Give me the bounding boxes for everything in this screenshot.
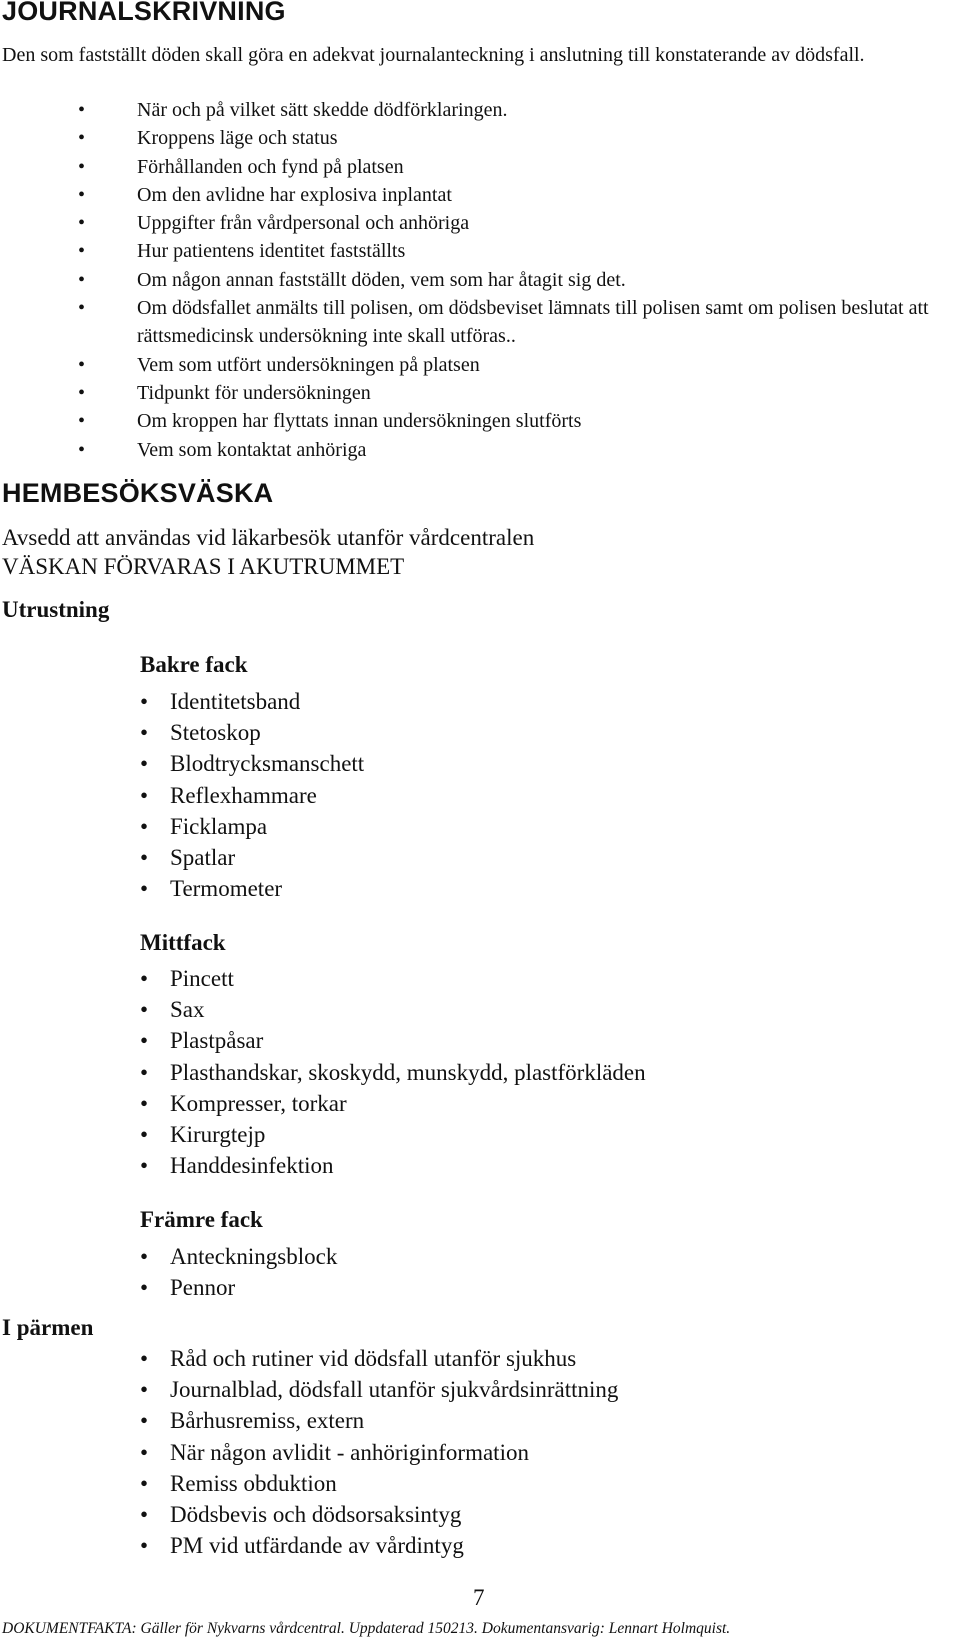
list-item: • Plastpåsar bbox=[140, 1025, 646, 1056]
list-item: • Plasthandskar, skoskydd, munskydd, plastförkläden bbox=[140, 1057, 646, 1088]
list-item: • Vem som utfört undersökningen på platsen bbox=[0, 351, 960, 379]
list-item: • Anteckningsblock bbox=[140, 1241, 337, 1272]
bag-storage-note: VÄSKAN FÖRVARAS I AKUTRUMMET bbox=[2, 554, 405, 579]
list-item: • Om den avlidne har explosiva inplantat bbox=[0, 181, 960, 209]
bag-purpose: Avsedd att användas vid läkarbesök utanför vårdcentralen bbox=[2, 525, 535, 550]
journal-checklist bbox=[0, 96, 960, 464]
list-item: • Kroppens läge och status bbox=[0, 124, 960, 152]
front-pocket-title: Främre fack bbox=[140, 1207, 263, 1232]
list-item: • Ficklampa bbox=[140, 811, 364, 842]
list-item: • Handdesinfektion bbox=[140, 1150, 646, 1181]
back-pocket-list bbox=[140, 686, 364, 904]
list-item: • Identitetsband bbox=[140, 686, 364, 717]
list-item: • Termometer bbox=[140, 873, 364, 904]
list-item: • Bårhusremiss, extern bbox=[140, 1405, 618, 1436]
bag-heading: HEMBESÖKSVÄSKA bbox=[2, 478, 274, 508]
list-item: • Dödsbevis och dödsorsaksintyg bbox=[140, 1499, 618, 1530]
list-item: • Uppgifter från vårdpersonal och anhöriga bbox=[0, 209, 960, 237]
middle-pocket-list bbox=[140, 963, 646, 1181]
list-item: • Blodtrycksmanschett bbox=[140, 748, 364, 779]
back-pocket-title: Bakre fack bbox=[140, 652, 248, 677]
list-item: • Stetoskop bbox=[140, 717, 364, 748]
list-item: • Om dödsfallet anmälts till polisen, om dödsbeviset lämnats till polisen samt om polisen beslutat att rättsmedicinsk undersökning inte skall utföras.. bbox=[0, 294, 960, 351]
list-item: • Pincett bbox=[140, 963, 646, 994]
list-item: • Vem som kontaktat anhöriga bbox=[0, 436, 960, 464]
list-item: • Om någon annan fastställt döden, vem som har åtagit sig det. bbox=[0, 266, 960, 294]
list-item: • Remiss obduktion bbox=[140, 1468, 618, 1499]
list-item: • När och på vilket sätt skedde dödförklaringen. bbox=[0, 96, 960, 124]
binder-list bbox=[140, 1343, 618, 1561]
list-item: • När någon avlidit - anhöriginformation bbox=[140, 1437, 618, 1468]
list-item: • Sax bbox=[140, 994, 646, 1025]
journal-intro: Den som fastställt döden skall göra en adekvat journalanteckning i anslutning till konstaterande av dödsfall. bbox=[2, 44, 865, 66]
equipment-label: Utrustning bbox=[2, 597, 110, 622]
page-number: 7 bbox=[473, 1585, 485, 1610]
list-item: • PM vid utfärdande av vårdintyg bbox=[140, 1530, 618, 1561]
list-item: • Pennor bbox=[140, 1272, 337, 1303]
list-item: • Kirurgtejp bbox=[140, 1119, 646, 1150]
list-item: • Hur patientens identitet fastställts bbox=[0, 237, 960, 265]
list-item: • Om kroppen har flyttats innan undersökningen slutförts bbox=[0, 407, 960, 435]
list-item: • Reflexhammare bbox=[140, 780, 364, 811]
list-item: • Tidpunkt för undersökningen bbox=[0, 379, 960, 407]
journal-heading: JOURNALSKRIVNING bbox=[2, 0, 286, 26]
list-item: • Spatlar bbox=[140, 842, 364, 873]
binder-label: I pärmen bbox=[2, 1315, 94, 1340]
middle-pocket-title: Mittfack bbox=[140, 930, 226, 955]
list-item: • Förhållanden och fynd på platsen bbox=[0, 153, 960, 181]
list-item: • Kompresser, torkar bbox=[140, 1088, 646, 1119]
document-footer: DOKUMENTFAKTA: Gäller för Nykvarns vårdcentral. Uppdaterad 150213. Dokumentansvarig: Lennart Holmquist. bbox=[2, 1620, 731, 1637]
list-item: • Råd och rutiner vid dödsfall utanför sjukhus bbox=[140, 1343, 618, 1374]
list-item: • Journalblad, dödsfall utanför sjukvårdsinrättning bbox=[140, 1374, 618, 1405]
front-pocket-list bbox=[140, 1241, 337, 1303]
